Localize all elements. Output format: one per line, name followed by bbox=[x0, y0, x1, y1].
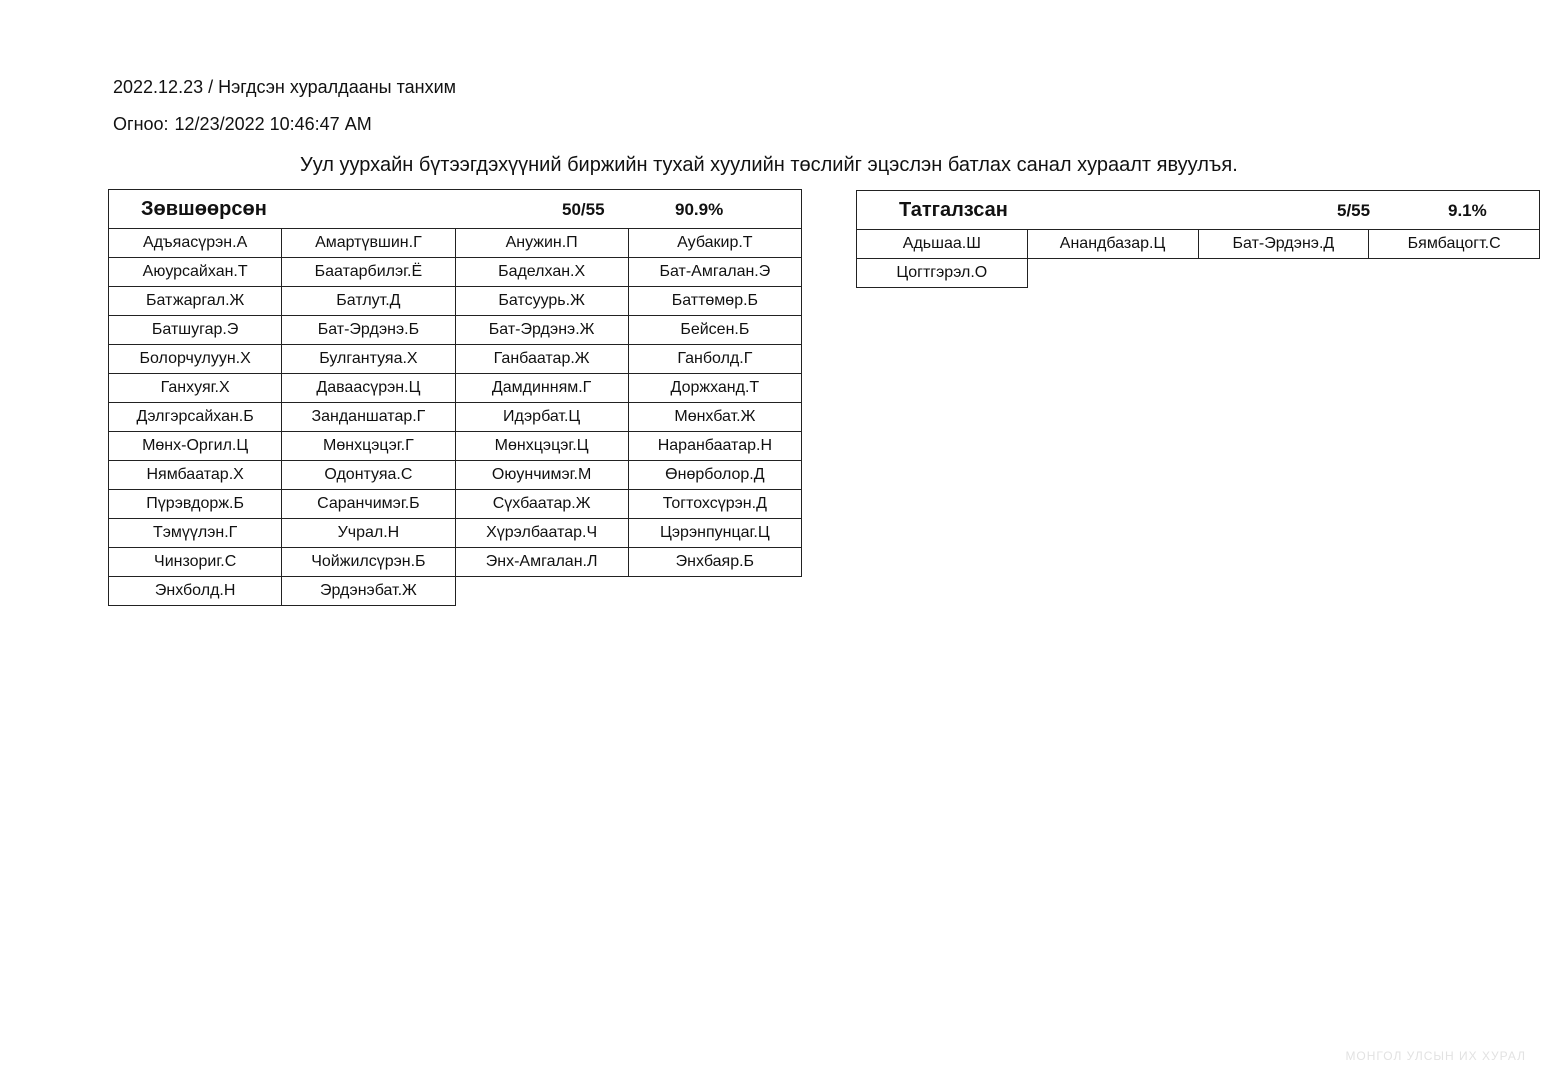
approved-member-name: Хүрэлбаатар.Ч bbox=[455, 519, 628, 548]
empty-cell bbox=[1198, 259, 1369, 288]
approved-member-name: Доржханд.Т bbox=[628, 374, 801, 403]
approved-member-name: Баделхан.Х bbox=[455, 258, 628, 287]
approved-member-name: Оюунчимэг.М bbox=[455, 461, 628, 490]
approved-row bbox=[109, 577, 802, 606]
approved-member-name: Анужин.П bbox=[455, 229, 628, 258]
approved-member-name: Бат-Амгалан.Э bbox=[628, 258, 801, 287]
approved-member-name: Бат-Эрдэнэ.Б bbox=[282, 316, 455, 345]
approved-member-name: Аубакир.Т bbox=[628, 229, 801, 258]
approved-member-name: Наранбаатар.Н bbox=[628, 432, 801, 461]
approved-member-name: Пүрэвдорж.Б bbox=[109, 490, 282, 519]
approved-row bbox=[109, 432, 802, 461]
rejected-percent: 9.1% bbox=[1448, 201, 1487, 220]
rejected-member-name: Адьшаа.Ш bbox=[857, 230, 1028, 259]
session-header: 2022.12.23 / Нэгдсэн хуралдааны танхим bbox=[113, 77, 457, 97]
approved-member-name: Энхболд.Н bbox=[109, 577, 282, 606]
approved-member-name: Мөнхцэцэг.Г bbox=[282, 432, 455, 461]
approved-member-name: Саранчимэг.Б bbox=[282, 490, 455, 519]
approved-header-row bbox=[109, 190, 802, 229]
approved-member-name: Бейсен.Б bbox=[628, 316, 801, 345]
parliament-watermark: МОНГОЛ УЛСЫН ИХ ХУРАЛ bbox=[1345, 1049, 1526, 1063]
motion-title: Уул уурхайн бүтээгдэхүүний биржийн тухай хуулийн төслийг эцэслэн батлах санал хураалт явуулъя. bbox=[300, 154, 1238, 176]
approved-member-name: Батлут.Д bbox=[282, 287, 455, 316]
approved-member-name: Баттөмөр.Б bbox=[628, 287, 801, 316]
approved-member-name: Эрдэнэбат.Ж bbox=[282, 577, 455, 606]
approved-member-name: Аюурсайхан.Т bbox=[109, 258, 282, 287]
approved-member-name: Болорчулуун.Х bbox=[109, 345, 282, 374]
approved-member-name: Чинзориг.С bbox=[109, 548, 282, 577]
approved-member-name: Цэрэнпунцаг.Ц bbox=[628, 519, 801, 548]
approved-member-name: Тогтохсүрэн.Д bbox=[628, 490, 801, 519]
approved-row bbox=[109, 461, 802, 490]
approved-table bbox=[108, 189, 802, 606]
approved-member-name: Адъяасүрэн.А bbox=[109, 229, 282, 258]
rejected-row bbox=[857, 230, 1540, 259]
approved-row bbox=[109, 403, 802, 432]
approved-member-name: Батшугар.Э bbox=[109, 316, 282, 345]
rejected-member-name: Анандбазар.Ц bbox=[1027, 230, 1198, 259]
approved-member-name: Даваасүрэн.Ц bbox=[282, 374, 455, 403]
date-line bbox=[113, 114, 372, 135]
approved-row bbox=[109, 345, 802, 374]
approved-row bbox=[109, 229, 802, 258]
empty-cell bbox=[628, 577, 801, 606]
rejected-member-name: Цогтгэрэл.О bbox=[857, 259, 1028, 288]
approved-member-name: Одонтуяа.С bbox=[282, 461, 455, 490]
rejected-header-row bbox=[857, 191, 1540, 230]
approved-member-name: Булгантуяа.Х bbox=[282, 345, 455, 374]
empty-cell bbox=[455, 577, 628, 606]
rejected-title: Татгалзсан bbox=[899, 199, 1008, 221]
approved-member-name: Сүхбаатар.Ж bbox=[455, 490, 628, 519]
approved-member-name: Занданшатар.Г bbox=[282, 403, 455, 432]
approved-header bbox=[109, 190, 802, 229]
approved-row bbox=[109, 548, 802, 577]
approved-member-name: Мөнхбат.Ж bbox=[628, 403, 801, 432]
approved-count: 50/55 bbox=[562, 200, 605, 219]
approved-member-name: Мөнх-Оргил.Ц bbox=[109, 432, 282, 461]
rejected-table bbox=[856, 190, 1540, 288]
rejected-count: 5/55 bbox=[1337, 201, 1371, 220]
empty-cell bbox=[1027, 259, 1198, 288]
approved-member-name: Ганболд.Г bbox=[628, 345, 801, 374]
date-value: 12/23/2022 10:46:47 AM bbox=[174, 114, 372, 134]
approved-row bbox=[109, 316, 802, 345]
approved-member-name: Ганбаатар.Ж bbox=[455, 345, 628, 374]
approved-member-name: Мөнхцэцэг.Ц bbox=[455, 432, 628, 461]
rejected-member-name: Бямбацогт.С bbox=[1369, 230, 1540, 259]
approved-member-name: Тэмүүлэн.Г bbox=[109, 519, 282, 548]
approved-title: Зөвшөөрсөн bbox=[141, 198, 267, 220]
approved-member-name: Чойжилсүрэн.Б bbox=[282, 548, 455, 577]
approved-row bbox=[109, 258, 802, 287]
approved-row bbox=[109, 287, 802, 316]
rejected-row bbox=[857, 259, 1540, 288]
approved-member-name: Ганхуяг.Х bbox=[109, 374, 282, 403]
approved-percent: 90.9% bbox=[675, 200, 724, 219]
empty-cell bbox=[1369, 259, 1540, 288]
approved-member-name: Өнөрболор.Д bbox=[628, 461, 801, 490]
approved-member-name: Идэрбат.Ц bbox=[455, 403, 628, 432]
approved-row bbox=[109, 374, 802, 403]
date-label: Огноо: bbox=[113, 114, 169, 134]
approved-member-name: Дэлгэрсайхан.Б bbox=[109, 403, 282, 432]
rejected-header bbox=[857, 191, 1540, 230]
approved-member-name: Батжаргал.Ж bbox=[109, 287, 282, 316]
approved-row bbox=[109, 490, 802, 519]
approved-member-name: Баатарбилэг.Ё bbox=[282, 258, 455, 287]
rejected-member-name: Бат-Эрдэнэ.Д bbox=[1198, 230, 1369, 259]
approved-member-name: Нямбаатар.Х bbox=[109, 461, 282, 490]
approved-member-name: Бат-Эрдэнэ.Ж bbox=[455, 316, 628, 345]
approved-member-name: Амартүвшин.Г bbox=[282, 229, 455, 258]
approved-member-name: Батсуурь.Ж bbox=[455, 287, 628, 316]
approved-member-name: Учрал.Н bbox=[282, 519, 455, 548]
approved-row bbox=[109, 519, 802, 548]
approved-member-name: Дамдинням.Г bbox=[455, 374, 628, 403]
approved-member-name: Энх-Амгалан.Л bbox=[455, 548, 628, 577]
approved-member-name: Энхбаяр.Б bbox=[628, 548, 801, 577]
